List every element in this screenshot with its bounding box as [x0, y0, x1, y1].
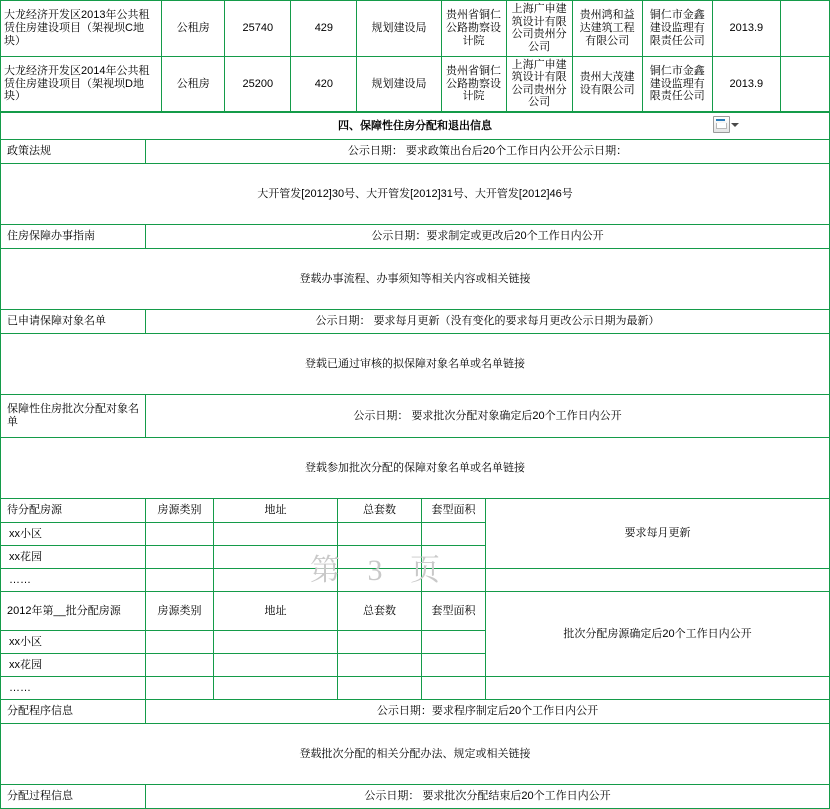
housing-note-spacer [486, 677, 830, 700]
allocation-table [0, 112, 830, 809]
housing-name: …… [1, 677, 146, 700]
unit-area-cell [422, 546, 486, 569]
design-unit: 上海广申建筑设计有限公司贵州分公司 [506, 56, 572, 112]
housing-header-row-2 [1, 592, 830, 631]
housing-row [1, 569, 830, 592]
applied-notice: 公示日期： 要求每月更新（没有变化的要求每月更改公示日期为最新） [146, 310, 830, 334]
unit-area-cell [422, 654, 486, 677]
batch-label: 保障性住房批次分配对象名单 [1, 395, 146, 438]
build-area: 25200 [225, 56, 291, 112]
address-cell [214, 654, 338, 677]
housing-note-spacer [486, 569, 830, 592]
housing-type-cell [146, 523, 214, 546]
survey-unit: 贵州省铜仁公路勘察设计院 [441, 1, 506, 57]
batch-content-row [1, 438, 830, 499]
unit-count: 429 [291, 1, 357, 57]
procedure-row [1, 700, 830, 724]
applied-content: 登载已通过审核的拟保障对象名单或名单链接 [1, 334, 830, 395]
procedure-label: 分配程序信息 [1, 700, 146, 724]
project-name: 大龙经济开发区2013年公共租赁住房建设项目（架视坝C地块） [1, 1, 162, 57]
build-area: 25740 [225, 1, 291, 57]
empty-cell [780, 56, 829, 112]
policy-content: 大开管发[2012]30号、大开管发[2012]31号、大开管发[2012]46号 [1, 164, 830, 225]
housing-note-1: 要求每月更新 [486, 499, 830, 569]
total-units-cell [338, 546, 422, 569]
housing-type-cell [146, 677, 214, 700]
design-unit: 上海广申建筑设计有限公司贵州分公司 [506, 1, 572, 57]
address-cell [214, 677, 338, 700]
unit-area-cell [422, 523, 486, 546]
total-units-cell [338, 523, 422, 546]
construction-unit: 贵州鸿和益达建筑工程有限公司 [572, 1, 642, 57]
projects-table [0, 0, 830, 112]
batch-notice: 公示日期： 要求批次分配对象确定后20个工作日内公开 [146, 395, 830, 438]
table-row [1, 1, 830, 57]
housing-type: 公租房 [162, 1, 225, 57]
housing-type-cell [146, 631, 214, 654]
responsible-org: 规划建设局 [357, 56, 441, 112]
clipboard-icon [713, 116, 730, 133]
batch-content: 登载参加批次分配的保障对象名单或名单链接 [1, 438, 830, 499]
address-cell [214, 523, 338, 546]
housing-name: xx花园 [1, 546, 146, 569]
address-header: 地址 [214, 592, 338, 631]
section-title-row [1, 113, 830, 140]
policy-row [1, 140, 830, 164]
empty-cell [780, 1, 829, 57]
batch-housing-label: 2012年第__批分配房源 [1, 592, 146, 631]
housing-type-header: 房源类别 [146, 592, 214, 631]
housing-name: xx小区 [1, 631, 146, 654]
process-label: 分配过程信息 [1, 785, 146, 809]
housing-type: 公租房 [162, 56, 225, 112]
section-title-text: 四、保障性住房分配和退出信息 [338, 119, 493, 132]
address-cell [214, 631, 338, 654]
responsible-org: 规划建设局 [357, 1, 441, 57]
total-units-cell [338, 631, 422, 654]
start-date: 2013.9 [712, 1, 780, 57]
policy-label: 政策法规 [1, 140, 146, 164]
address-cell [214, 569, 338, 592]
project-name: 大龙经济开发区2014年公共租赁住房建设项目（架视坝D地块） [1, 56, 162, 112]
survey-unit: 贵州省铜仁公路勘察设计院 [441, 56, 506, 112]
unit-count: 420 [291, 56, 357, 112]
total-units-cell [338, 569, 422, 592]
housing-name: xx花园 [1, 654, 146, 677]
section-title [1, 113, 830, 140]
guide-notice: 公示日期：要求制定或更改后20个工作日内公开 [146, 225, 830, 249]
housing-type-header: 房源类别 [146, 499, 214, 523]
policy-notice: 公示日期： 要求政策出台后20个工作日内公开公示日期： [146, 140, 830, 164]
page-watermark: 第 3 页 [310, 554, 450, 587]
applied-row [1, 310, 830, 334]
address-header: 地址 [214, 499, 338, 523]
total-units-cell [338, 677, 422, 700]
supervision-unit: 铜仁市金鑫建设监理有限责任公司 [642, 56, 712, 112]
housing-name: xx小区 [1, 523, 146, 546]
housing-note-2: 批次分配房源确定后20个工作日内公开 [486, 592, 830, 677]
housing-row [1, 677, 830, 700]
total-units-header: 总套数 [338, 499, 422, 523]
housing-name: …… [1, 569, 146, 592]
procedure-content: 登载批次分配的相关分配办法、规定或相关链接 [1, 724, 830, 785]
applied-content-row [1, 334, 830, 395]
guide-row [1, 225, 830, 249]
policy-content-row [1, 164, 830, 225]
unit-area-cell [422, 569, 486, 592]
address-cell [214, 546, 338, 569]
housing-type-cell [146, 569, 214, 592]
unit-area-header: 套型面积 [422, 592, 486, 631]
housing-type-cell [146, 546, 214, 569]
start-date: 2013.9 [712, 56, 780, 112]
housing-header-row-1 [1, 499, 830, 523]
housing-type-cell [146, 654, 214, 677]
chevron-down-icon [731, 123, 739, 127]
applied-label: 已申请保障对象名单 [1, 310, 146, 334]
process-notice: 公示日期： 要求批次分配结束后20个工作日内公开 [146, 785, 830, 809]
unit-area-header: 套型面积 [422, 499, 486, 523]
supervision-unit: 铜仁市金鑫建设监理有限责任公司 [642, 1, 712, 57]
process-row [1, 785, 830, 809]
guide-content-row [1, 249, 830, 310]
procedure-content-row [1, 724, 830, 785]
total-units-cell [338, 654, 422, 677]
pending-housing-label: 待分配房源 [1, 499, 146, 523]
unit-area-cell [422, 677, 486, 700]
unit-area-cell [422, 631, 486, 654]
total-units-header: 总套数 [338, 592, 422, 631]
table-row [1, 56, 830, 112]
guide-content: 登载办事流程、办事须知等相关内容或相关链接 [1, 249, 830, 310]
batch-row [1, 395, 830, 438]
procedure-notice: 公示日期：要求程序制定后20个工作日内公开 [146, 700, 830, 724]
guide-label: 住房保障办事指南 [1, 225, 146, 249]
construction-unit: 贵州大茂建设有限公司 [572, 56, 642, 112]
paste-options-icon[interactable] [713, 116, 741, 133]
